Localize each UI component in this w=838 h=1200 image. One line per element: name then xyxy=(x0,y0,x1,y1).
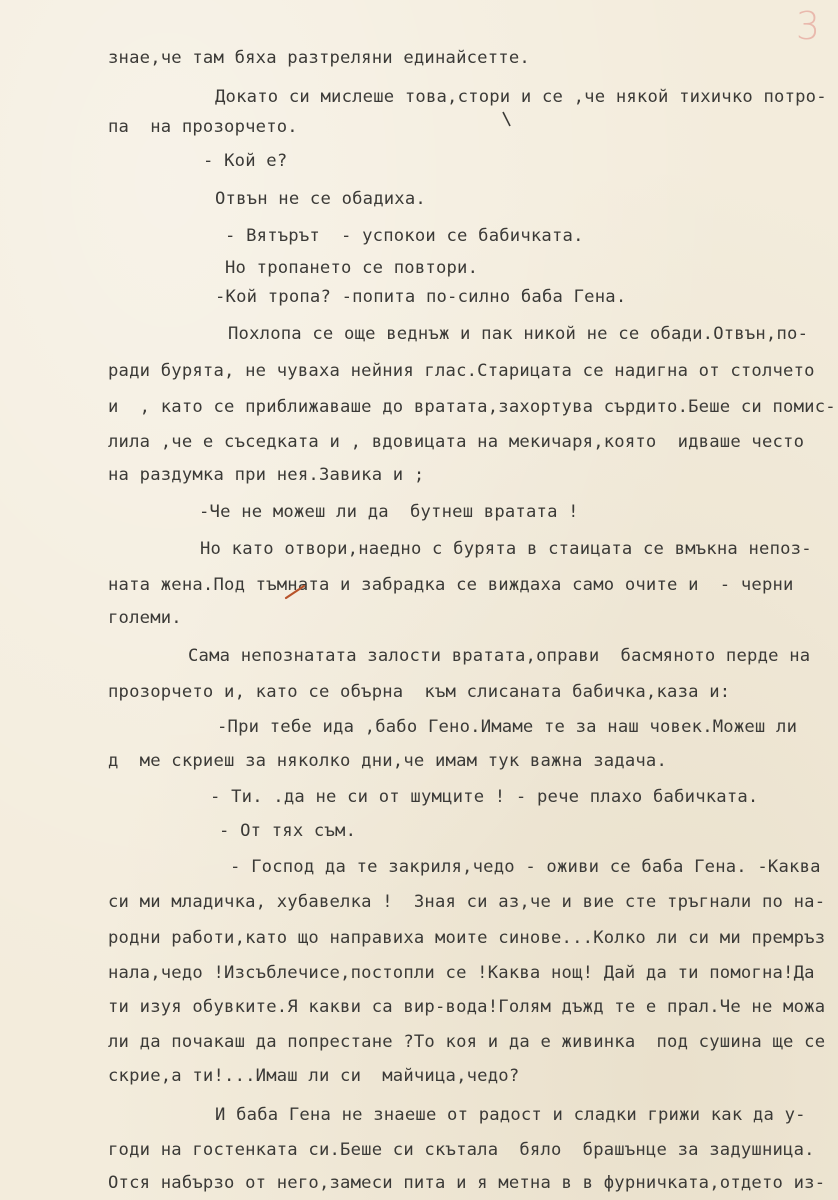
pencil-mark xyxy=(500,110,514,130)
text-line: -При тебе ида ,бабо Гено.Имаме те за наш човек.Можеш ли xyxy=(217,717,798,737)
text-line: лила ,че е съседката и , вдовицата на мекичаря,която идваше често xyxy=(108,432,805,452)
text-line: д ме скриеш за няколко дни,че имам тук важна задача. xyxy=(108,751,668,771)
text-line: па на прозорчето. xyxy=(108,117,298,137)
text-line: Но като отвори,наедно с бурята в стаицата се вмъкна непоз- xyxy=(200,539,812,559)
text-line: ти изуя обувките.Я какви са вир-вода!Голям дъжд те е прал.Че не можа xyxy=(108,997,826,1017)
text-line: нала,чедо !Изсъблечисе,постопли се !Каква нощ! Дай да ти помогна!Да xyxy=(108,963,815,983)
text-line: И баба Гена не знаеше от радост и сладки грижи как да у- xyxy=(215,1105,806,1125)
text-line: Отвън не се обадиха. xyxy=(215,189,426,209)
ink-correction-mark xyxy=(282,582,308,602)
text-line: скрие,а ти!...Имаш ли си майчица,чедо? xyxy=(108,1066,520,1086)
text-line: Докато си мислеше това,стори и се ,че някой тихичко потро- xyxy=(215,87,827,107)
text-line: големи. xyxy=(108,608,182,628)
text-line: годи на гостенката си.Беше си скътала бяло брашънце за задушница. xyxy=(108,1140,815,1160)
text-line: Но тропането се повтори. xyxy=(225,258,479,278)
text-line: ли да почакаш да попрестане ?То коя и да е живинка под сушина ще се xyxy=(108,1032,826,1052)
text-line: ната жена.Под тъмната и забрадка се виждаха само очите и - черни xyxy=(108,575,794,595)
text-line: - Вятърът - успокои се бабичката. xyxy=(225,226,584,246)
text-line: -Кой тропа? -попита по-силно баба Гена. xyxy=(215,287,627,307)
text-line: - Кой е? xyxy=(203,151,288,171)
text-line: родни работи,като що направиха моите синове...Колко ли си ми премръз xyxy=(108,928,826,948)
text-line: на раздумка при нея.Завика и ; xyxy=(108,465,425,485)
text-line: и , като се приближаваше до вратата,захортува сърдито.Беше си помис- xyxy=(108,397,836,417)
text-line: Похлопа се още веднъж и пак никой не се обади.Отвън,по- xyxy=(228,324,809,344)
page-number: 3 xyxy=(795,4,820,48)
text-line: знае,че там бяха разтреляни единайсетте. xyxy=(108,48,530,68)
text-line: - От тях съм. xyxy=(219,821,357,841)
text-line: Сама непознатата залости вратата,оправи басмяното перде на xyxy=(188,646,811,666)
text-line: си ми младичка, хубавелка ! Зная си аз,че и вие сте тръгнали по на- xyxy=(108,892,826,912)
text-line: - Ти. .да не си от шумците ! - рече плахо бабичката. xyxy=(210,787,759,807)
text-line: ради бурята, не чуваха нейния глас.Старицата се надигна от столчето xyxy=(108,361,815,381)
text-line: - Господ да те закриля,чедо - оживи се баба Гена. -Каква xyxy=(230,857,821,877)
text-line: Отся набързо от него,замеси пита и я метна в в фурничката,отдето из- xyxy=(108,1173,826,1193)
text-line: -Че не можеш ли да бутнеш вратата ! xyxy=(199,502,579,522)
text-line: прозорчето и, като се обърна към слисаната бабичка,каза и: xyxy=(108,682,731,702)
